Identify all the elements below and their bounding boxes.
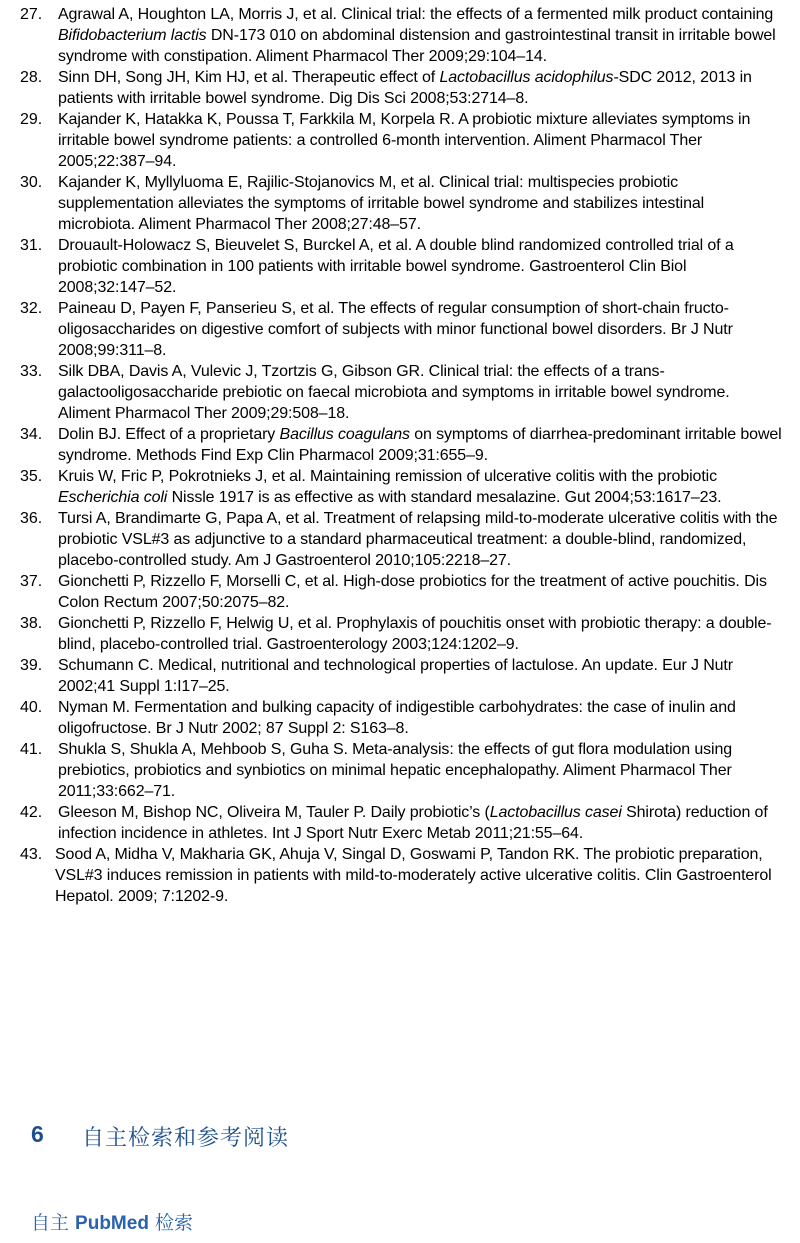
reference-number: 34.: [20, 426, 43, 443]
reference-segment: Drouault-Holowacz S, Bieuvelet S, Burckel A, et al. A double blind randomized controlled trial of a probiotic combination in 100 patients with irritable bowel syndrome. Gastroenterol Clin Biol 2008;32:147–52.: [58, 237, 734, 296]
reference-text: [58, 655, 783, 697]
subsection-heading: [31, 1208, 193, 1235]
reference-number: 30.: [20, 174, 43, 191]
reference-segment: Sinn DH, Song JH, Kim HJ, et al. Therapeutic effect of: [58, 69, 440, 86]
species-name: Escherichia coli: [58, 489, 168, 506]
reference-segment: Gleeson M, Bishop NC, Oliveira M, Tauler P. Daily probiotic’s (: [58, 804, 490, 821]
reference-text: [58, 466, 783, 508]
reference-text: [55, 844, 780, 907]
reference-number: 36.: [20, 510, 43, 527]
reference-item: [0, 802, 800, 844]
reference-text: [58, 361, 783, 424]
reference-text: [58, 613, 783, 655]
section-heading: [0, 1121, 800, 1153]
reference-item: [0, 424, 800, 466]
reference-item: [0, 655, 800, 697]
subsection-suffix: 检索: [148, 1212, 193, 1234]
reference-number: 27.: [20, 6, 43, 23]
reference-number: 38.: [20, 615, 43, 632]
reference-segment: Shirota) reduction of infection incidence in athletes. Int J Sport Nutr Exerc Metab 2011;21:55–64.: [58, 804, 768, 842]
reference-text: [58, 424, 783, 466]
reference-number: 31.: [20, 237, 43, 254]
reference-item: [0, 298, 800, 361]
reference-segment: -SDC 2012, 2013 in patients with irritable bowel syndrome. Dig Dis Sci 2008;53:2714–8.: [58, 69, 752, 107]
reference-item: [0, 67, 800, 109]
reference-text: [58, 235, 783, 298]
reference-item: [0, 109, 800, 172]
reference-segment: Paineau D, Payen F, Panserieu S, et al. The effects of regular consumption of short-chain fructo-oligosaccharides on digestive comfort of subjects with minor functional bowel disorders. Br J Nutr 2008;99:311–8.: [58, 300, 733, 359]
reference-number: 33.: [20, 363, 43, 380]
reference-text: [58, 67, 783, 109]
reference-text: [58, 739, 783, 802]
species-name: Lactobacillus acidophilus: [439, 69, 614, 86]
reference-segment: Nissle 1917 is as effective as with standard mesalazine. Gut 2004;53:1617–23.: [167, 489, 722, 506]
reference-text: [58, 508, 783, 571]
species-name: Lactobacillus casei: [489, 804, 622, 821]
reference-segment: Nyman M. Fermentation and bulking capacity of indigestible carbohydrates: the case of inulin and oligofructose. Br J Nutr 2002; 87 Suppl 2: S163–8.: [58, 699, 736, 737]
reference-item: [0, 739, 800, 802]
reference-text: [58, 172, 783, 235]
reference-text: [58, 109, 783, 172]
reference-segment: Dolin BJ. Effect of a proprietary: [58, 426, 280, 443]
reference-number: 40.: [20, 699, 43, 716]
reference-text: [58, 571, 783, 613]
reference-text: [58, 697, 783, 739]
reference-item: [0, 508, 800, 571]
reference-segment: Gionchetti P, Rizzello F, Morselli C, et al. High-dose probiotics for the treatment of active pouchitis. Dis Colon Rectum 2007;50:2075–82.: [58, 573, 767, 611]
reference-item: [0, 361, 800, 424]
subsection-brand: PubMed: [75, 1213, 149, 1234]
reference-segment: Gionchetti P, Rizzello F, Helwig U, et al. Prophylaxis of pouchitis onset with probiotic therapy: a double-blind, placebo-controlled trial. Gastroenterology 2003;124:1202–9.: [58, 615, 772, 653]
reference-segment: Silk DBA, Davis A, Vulevic J, Tzortzis G, Gibson GR. Clinical trial: the effects of a trans-galactooligosaccharide prebiotic on faecal microbiota and symptoms in irritable bowel syndrome. Aliment Pharmacol Ther 2009;29:508–18.: [58, 363, 730, 422]
reference-segment: Kruis W, Fric P, Pokrotnieks J, et al. Maintaining remission of ulcerative colitis with the probiotic: [58, 468, 717, 485]
reference-number: 43.: [20, 846, 43, 863]
reference-text: [58, 298, 783, 361]
reference-number: 32.: [20, 300, 43, 317]
species-name: Bacillus coagulans: [279, 426, 410, 443]
reference-segment: Kajander K, Hatakka K, Poussa T, Farkkila M, Korpela R. A probiotic mixture alleviates symptoms in irritable bowel syndrome patients: a controlled 6-month intervention. Aliment Pharmacol Ther 2005;22:387–94.: [58, 111, 751, 170]
reference-item: [0, 4, 800, 67]
reference-segment: Tursi A, Brandimarte G, Papa A, et al. Treatment of relapsing mild-to-moderate ulcerative colitis with the probiotic VSL#3 as adjunctive to a standard pharmaceutical treatment: a double-blind, randomized, placebo-controlled study. Am J Gastroenterol 2010;105:2218–27.: [58, 510, 778, 569]
reference-segment: Sood A, Midha V, Makharia GK, Ahuja V, Singal D, Goswami P, Tandon RK. The probiotic preparation, VSL#3 induces remission in patients with mild-to-moderately active ulcerative colitis. Clin Gastroenterol Hepatol. 2009; 7:1202-9.: [55, 846, 772, 905]
reference-segment: Shukla S, Shukla A, Mehboob S, Guha S. Meta-analysis: the effects of gut flora modulation using prebiotics, probiotics and synbiotics on minimal hepatic encephalopathy. Aliment Pharmacol Ther 2011;33:662–71.: [58, 741, 733, 800]
reference-number: 28.: [20, 69, 43, 86]
reference-text: [58, 4, 783, 67]
reference-number: 39.: [20, 657, 43, 674]
section-title: 自主检索和参考阅读: [82, 1126, 290, 1151]
section-number: 6: [31, 1121, 44, 1147]
reference-item: [0, 697, 800, 739]
reference-item: [0, 571, 800, 613]
reference-number: 42.: [20, 804, 43, 821]
reference-number: 35.: [20, 468, 43, 485]
reference-item: [0, 235, 800, 298]
reference-item: [0, 613, 800, 655]
reference-item: [0, 466, 800, 508]
reference-segment: Kajander K, Myllyluoma E, Rajilic-Stojanovics M, et al. Clinical trial: multispecies probiotic supplementation alleviates the symptoms of irritable bowel syndrome and stabilizes intestinal microbiota. Aliment Pharmacol Ther 2008;27:48–57.: [58, 174, 705, 233]
reference-number: 29.: [20, 111, 43, 128]
reference-number: 37.: [20, 573, 43, 590]
reference-segment: Schumann C. Medical, nutritional and technological properties of lactulose. An update. Eur J Nutr 2002;41 Suppl 1:I17–25.: [58, 657, 733, 695]
reference-segment: DN-173 010 on abdominal distension and gastrointestinal transit in irritable bowel syndrome with constipation. Aliment Pharmacol Ther 2009;29:104–14.: [58, 27, 776, 65]
reference-segment: Agrawal A, Houghton LA, Morris J, et al. Clinical trial: the effects of a fermented milk product containing: [58, 6, 774, 23]
reference-text: [58, 802, 783, 844]
reference-item: [0, 172, 800, 235]
reference-segment: on symptoms of diarrhea-predominant irritable bowel syndrome. Methods Find Exp Clin Pharmacol 2009;31:655–9.: [58, 426, 782, 464]
reference-list: [0, 4, 800, 907]
subsection-prefix: 自主: [31, 1212, 76, 1234]
species-name: Bifidobacterium lactis: [58, 27, 207, 44]
reference-item: [0, 844, 800, 907]
reference-number: 41.: [20, 741, 43, 758]
